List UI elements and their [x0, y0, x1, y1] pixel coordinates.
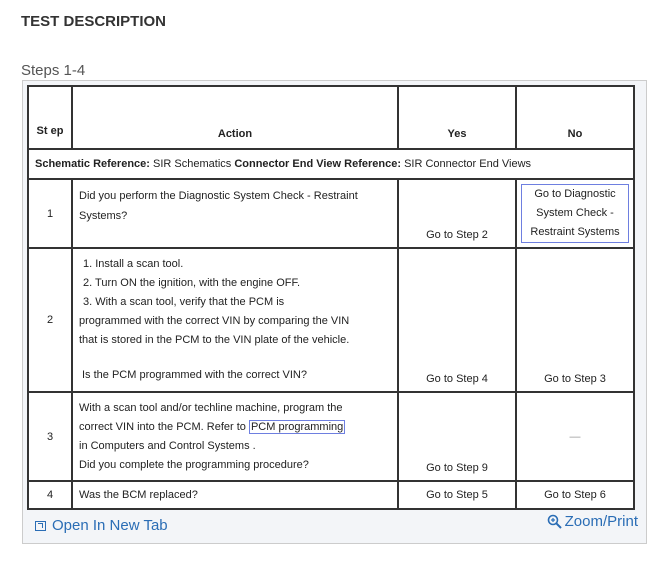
table-frame	[22, 80, 647, 544]
zoom-icon	[547, 514, 563, 530]
action-text: Was the BCM replaced?	[72, 481, 398, 509]
step-number: 1	[28, 179, 72, 248]
yes-cell: Go to Step 2	[398, 179, 516, 248]
action-question: Did you complete the programming procedure?	[79, 459, 309, 471]
action-line: 2. Turn ON the ignition, with the engine OFF.	[83, 277, 301, 289]
reference-cell	[28, 149, 634, 179]
connector-value[interactable]: SIR Connector End Views	[404, 158, 532, 170]
yes-cell: Go to Step 5	[398, 481, 516, 509]
table-header-row	[28, 86, 634, 149]
section-subtitle: Steps 1-4	[21, 62, 86, 79]
step-number: 2	[28, 248, 72, 392]
table-row	[28, 481, 634, 509]
header-action: Action	[72, 86, 398, 149]
yes-cell: Go to Step 9	[398, 392, 516, 481]
action-line: in Computers and Control Systems .	[79, 440, 256, 452]
header-step: St ep	[28, 86, 72, 149]
zoom-print-label: Zoom/Print	[564, 513, 638, 530]
action-line: With a scan tool and/or techline machine, program the	[79, 402, 343, 414]
action-line: that is stored in the PCM to the VIN plate of the vehicle.	[79, 334, 350, 346]
no-link[interactable]: Go to Diagnostic System Check - Restraint Systems	[521, 184, 629, 243]
table-row	[28, 392, 634, 481]
page-title: TEST DESCRIPTION	[21, 13, 167, 30]
reference-row	[28, 149, 634, 179]
table-row	[28, 248, 634, 392]
zoom-print-link[interactable]	[547, 513, 638, 530]
no-cell: Go to Step 3	[516, 248, 634, 392]
diagnostic-table	[27, 85, 635, 510]
header-yes: Yes	[398, 86, 516, 149]
no-cell: —	[516, 392, 634, 481]
open-in-new-tab-label: Open In New Tab	[52, 517, 168, 534]
action-question: Is the PCM programmed with the correct VIN?	[82, 369, 307, 381]
action-cell	[72, 392, 398, 481]
pcm-programming-link[interactable]: PCM programming	[250, 421, 344, 433]
action-line: 3. With a scan tool, verify that the PCM is	[83, 296, 285, 308]
new-tab-icon	[35, 521, 46, 531]
action-text: Did you perform the Diagnostic System Check - Restraint Systems?	[72, 179, 398, 248]
step-number: 3	[28, 392, 72, 481]
yes-cell: Go to Step 4	[398, 248, 516, 392]
action-line: programmed with the correct VIN by comparing the VIN	[79, 315, 350, 327]
open-in-new-tab-link[interactable]	[35, 517, 168, 534]
schematic-label: Schematic Reference:	[35, 158, 150, 170]
action-line: correct VIN into the PCM. Refer to	[79, 421, 246, 433]
connector-label: Connector End View Reference:	[234, 158, 401, 170]
step-number: 4	[28, 481, 72, 509]
no-cell: Go to Step 6	[516, 481, 634, 509]
table-row	[28, 179, 634, 248]
schematic-value[interactable]: SIR Schematics	[153, 158, 232, 170]
header-no: No	[516, 86, 634, 149]
action-line: 1. Install a scan tool.	[83, 258, 184, 270]
action-cell	[72, 248, 398, 392]
